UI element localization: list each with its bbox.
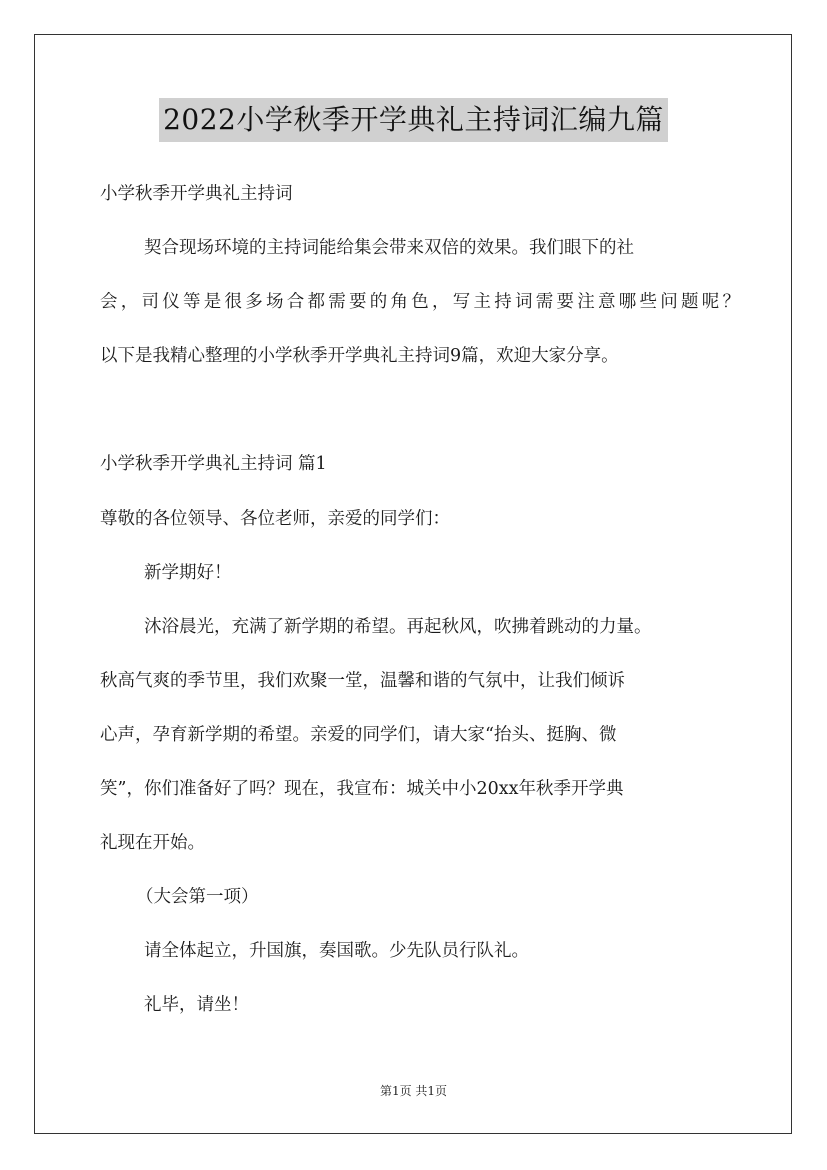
paragraph-line: 心声，孕育新学期的希望。亲爱的同学们，请大家“抬头、挺胸、微 [100,725,617,745]
section-heading: 小学秋季开学典礼主持词 [100,184,293,204]
paragraph-line: 请全体起立，升国旗，奏国歌。少先队员行队礼。 [144,941,529,961]
paragraph-line: 秋高气爽的季节里，我们欢聚一堂，温馨和谐的气氛中，让我们倾诉 [100,671,625,691]
section-heading: 小学秋季开学典礼主持词 篇1 [100,454,327,474]
page-footer: 第1页 共1页 [379,1084,448,1098]
salutation: 尊敬的各位领导、各位老师，亲爱的同学们： [100,509,450,529]
paragraph-line: 以下是我精心整理的小学秋季开学典礼主持词9篇，欢迎大家分享。 [100,346,619,366]
document-title: 2022小学秋季开学典礼主持词汇编九篇 [159,98,668,142]
paragraph-line: 会，司仪等是很多场合都需要的角色，写主持词需要注意哪些问题呢？ [100,292,740,312]
paragraph-line: 笑”，你们准备好了吗？现在，我宣布：城关中小20xx年秋季开学典 [100,779,624,799]
agenda-item: （大会第一项） [136,887,259,907]
paragraph-line: 沐浴晨光，充满了新学期的希望。再起秋风，吹拂着跳动的力量。 [144,617,652,637]
paragraph-line: 新学期好！ [144,563,232,583]
paragraph-line: 礼毕，请坐！ [144,995,249,1015]
title-container [0,98,827,142]
paragraph-line: 契合现场环境的主持词能给集会带来双倍的效果。我们眼下的社 [144,238,634,258]
paragraph-line: 礼现在开始。 [100,833,205,853]
